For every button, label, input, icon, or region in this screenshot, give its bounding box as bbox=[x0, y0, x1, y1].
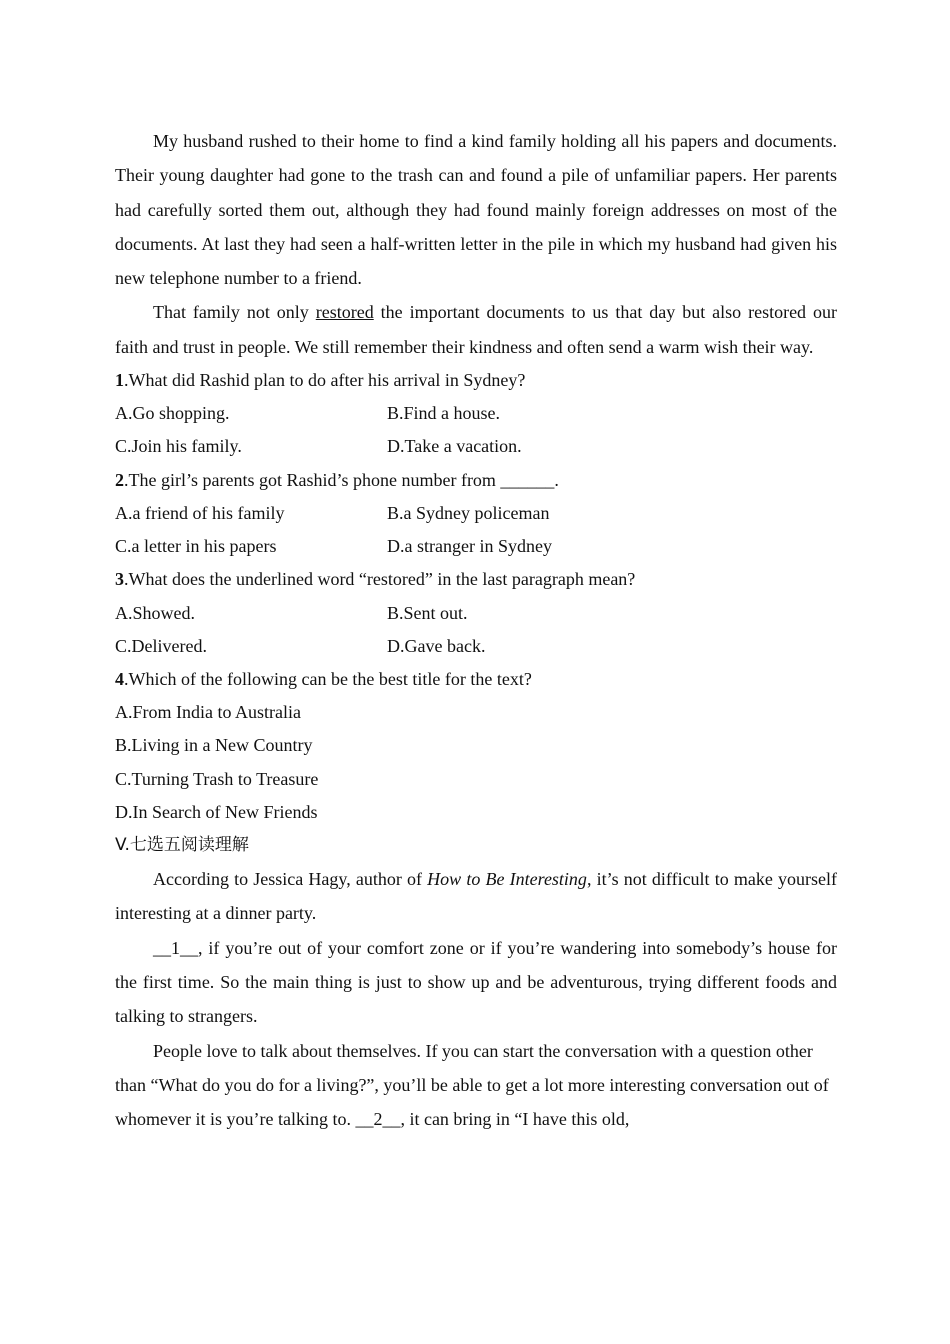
option: D.a stranger in Sydney bbox=[387, 536, 552, 557]
passage-paragraph bbox=[115, 124, 837, 295]
question-stem bbox=[115, 563, 837, 596]
option-row bbox=[115, 597, 837, 630]
option: B.Sent out. bbox=[387, 602, 468, 623]
option: D.Take a vacation. bbox=[387, 436, 522, 457]
question-number: 3 bbox=[115, 569, 124, 590]
passage-paragraph bbox=[115, 295, 837, 364]
paragraph-text: , if you’re out of your comfort zone or if you’re wandering into somebody’s house for the first time. So the main thing is just to show up and be adventurous, trying different foods and talking to strangers. bbox=[115, 937, 837, 1027]
option-row bbox=[115, 530, 837, 563]
underlined-word: restored bbox=[315, 302, 374, 323]
option: C.a letter in his papers bbox=[115, 536, 277, 557]
book-title: How to Be Interesting bbox=[427, 869, 587, 890]
option-row bbox=[115, 630, 837, 663]
option: B.a Sydney policeman bbox=[387, 502, 550, 523]
document-page bbox=[115, 124, 837, 1137]
option-row bbox=[115, 397, 837, 430]
question-number: 1 bbox=[115, 370, 124, 391]
paragraph-text: , it can bring in “I have this old, bbox=[400, 1109, 630, 1130]
paragraph-text: That family not only bbox=[153, 302, 316, 323]
option: A.From India to Australia bbox=[115, 702, 301, 723]
option: D.In Search of New Friends bbox=[115, 801, 318, 822]
question-stem bbox=[115, 464, 837, 497]
question-number: 2 bbox=[115, 469, 124, 490]
passage-paragraph bbox=[115, 931, 837, 1034]
option: A.Showed. bbox=[115, 602, 195, 623]
paragraph-text: According to Jessica Hagy, author of bbox=[153, 869, 428, 890]
question-text: .What did Rashid plan to do after his arrival in Sydney? bbox=[124, 370, 526, 391]
option: C.Delivered. bbox=[115, 635, 207, 656]
question-text: .Which of the following can be the best title for the text? bbox=[124, 668, 532, 689]
question-stem bbox=[115, 663, 837, 696]
paragraph-text: My husband rushed to their home to find a kind family holding all his papers and documents. Their young daughter had gone to the trash can and found a pile of unfamiliar papers. Her parents had carefully sorted them out, although they had found mainly foreign addresses on most of the documents. At last they had seen a half-written letter in the pile in which my husband had given his new telephone number to a friend. bbox=[115, 131, 837, 289]
passage-paragraph bbox=[115, 1034, 837, 1137]
option: D.Gave back. bbox=[387, 635, 486, 656]
question-stem bbox=[115, 364, 837, 397]
section-heading: V.七选五阅读理解 bbox=[115, 834, 249, 855]
option-row bbox=[115, 430, 837, 463]
question-text: .What does the underlined word “restored” in the last paragraph mean? bbox=[124, 569, 636, 590]
paragraph-text: , it’s not difficult to make yourself interesting at a dinner party. bbox=[115, 869, 837, 924]
option: C.Turning Trash to Treasure bbox=[115, 768, 319, 789]
blank-1: __1__ bbox=[153, 937, 198, 958]
option: A.Go shopping. bbox=[115, 403, 230, 424]
option: C.Join his family. bbox=[115, 436, 242, 457]
question-number: 4 bbox=[115, 668, 124, 689]
option: B.Find a house. bbox=[387, 403, 501, 424]
question-text: .The girl’s parents got Rashid’s phone number from ______. bbox=[124, 469, 559, 490]
blank-2: __2__ bbox=[355, 1109, 401, 1130]
passage-paragraph bbox=[115, 862, 837, 931]
option: A.a friend of his family bbox=[115, 502, 285, 523]
option-row bbox=[115, 497, 837, 530]
paragraph-text: People love to talk about themselves. If you can start the conversation with a question other than “What do you do for a living?”, you’ll be able to get a lot more interesting conversation out of whomever it is you’re talking to. bbox=[115, 1040, 829, 1130]
paragraph-text: the important documents to us that day but also restored our faith and trust in people. We still remember their kindness and often send a warm wish their way. bbox=[115, 302, 837, 357]
option: B.Living in a New Country bbox=[115, 735, 313, 756]
